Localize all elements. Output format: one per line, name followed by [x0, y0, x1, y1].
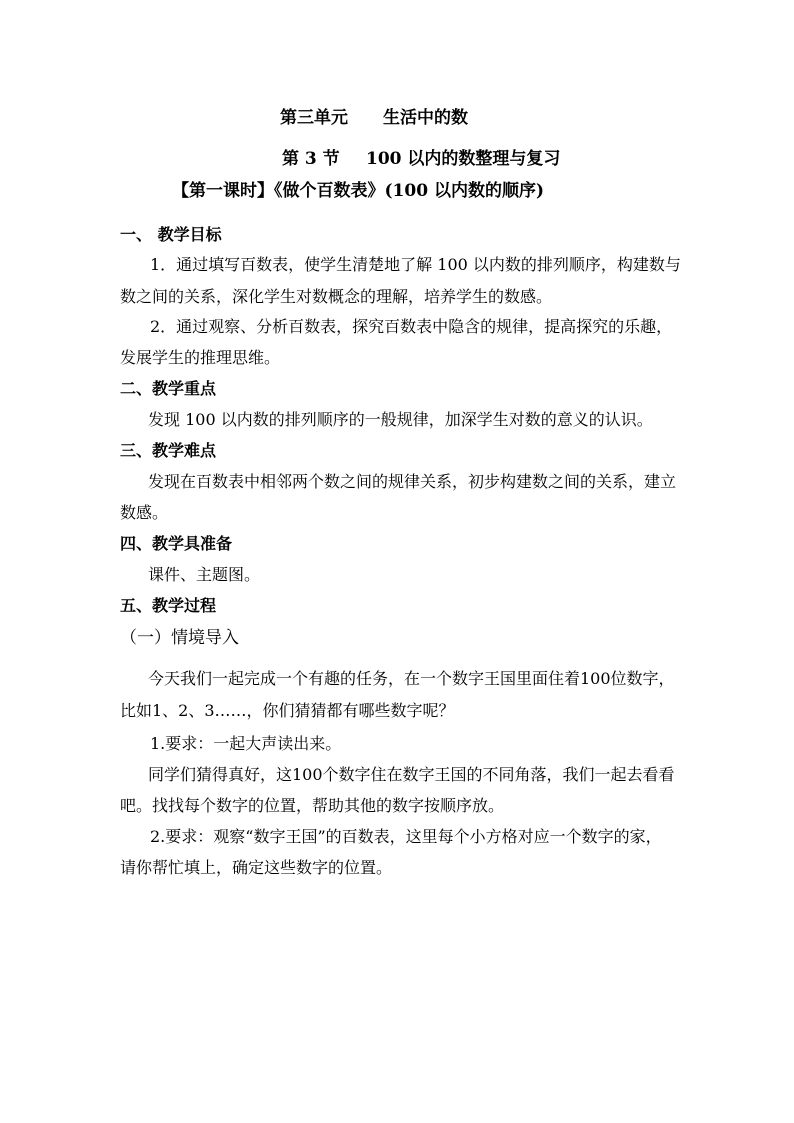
objectives-line-1: 1．通过填写百数表，使学生清楚地了解 100 以内数的排列顺序，构建数与 [150, 255, 681, 274]
section-label: 第 3 节 [282, 149, 340, 169]
process-line-1: 今天我们一起完成一个有趣的任务，在一个数字王国里面住着100位数字， [148, 669, 675, 688]
process-line-4: 同学们猜得真好，这100个数字住在数字王国的不同角落，我们一起去看看 [148, 765, 675, 784]
key-points-line-1: 发现 100 以内数的排列顺序的一般规律，加深学生对数的意义的认识。 [148, 410, 653, 429]
section-heading-difficulties: 三、教学难点 [120, 441, 217, 460]
process-line-6: 2.要求：观察“数字王国”的百数表，这里每个小方格对应一个数字的家， [150, 827, 662, 846]
process-line-7: 请你帮忙填上，确定这些数字的位置。 [120, 858, 393, 877]
lesson-title: 【第一课时】《做个百数表》(100 以内数的顺序) [172, 181, 544, 201]
process-line-3: 1.要求：一起大声读出来。 [150, 734, 342, 753]
section-heading-key-points: 二、教学重点 [120, 379, 217, 398]
objectives-line-2: 数之间的关系，深化学生对数概念的理解，培养学生的数感。 [120, 287, 553, 306]
section-heading-materials: 四、教学具准备 [120, 534, 233, 553]
objectives-line-3: 2．通过观察、分析百数表，探究百数表中隐含的规律，提高探究的乐趣， [150, 317, 673, 336]
process-subheading: （一）情境导入 [120, 628, 239, 648]
section-heading-objectives: 一、 教学目标 [120, 225, 222, 244]
difficulties-line-2: 数感。 [120, 503, 169, 522]
unit-label: 第三单元 [280, 108, 348, 128]
process-line-2: 比如1、2、3……，你们猜猜都有哪些数字呢？ [120, 701, 455, 720]
difficulties-line-1: 发现在百数表中相邻两个数之间的规律关系，初步构建数之间的关系，建立 [148, 472, 677, 491]
section-name: 100 以内的数整理与复习 [366, 149, 561, 169]
process-line-5: 吧。找找每个数字的位置，帮助其他的数字按顺序放。 [120, 796, 505, 815]
section-heading-process: 五、教学过程 [120, 596, 217, 615]
unit-name: 生活中的数 [383, 108, 468, 128]
materials-line-1: 课件、主题图。 [148, 565, 261, 584]
objectives-line-4: 发展学生的推理思维。 [120, 348, 281, 367]
